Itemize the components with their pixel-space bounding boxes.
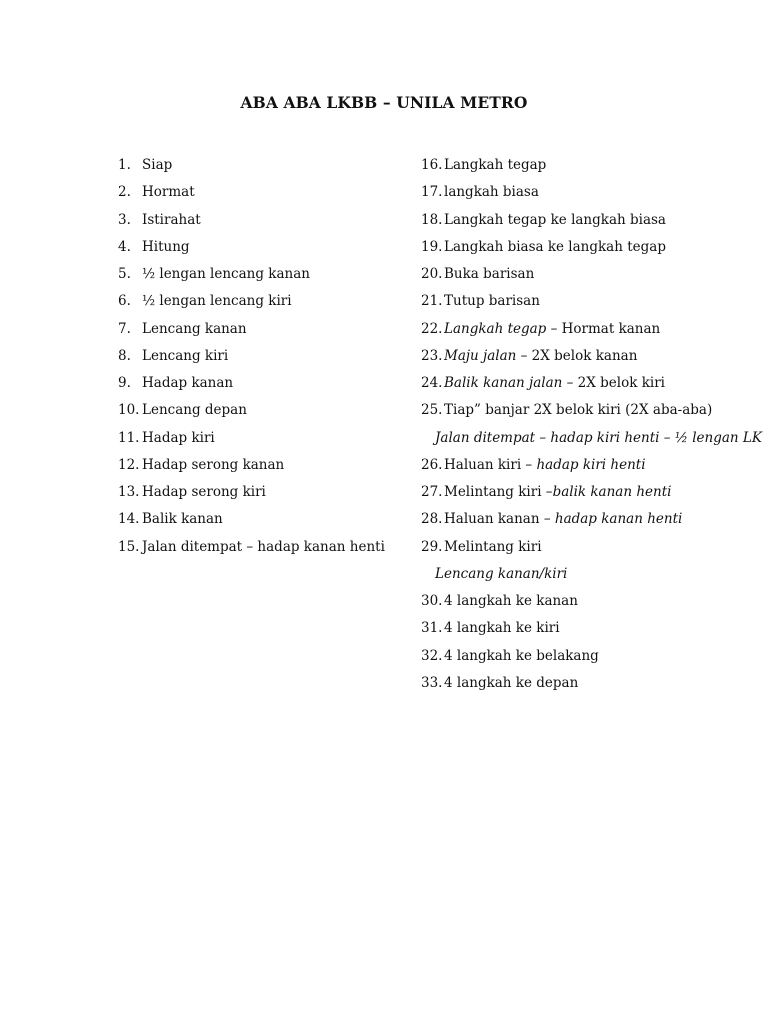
- item-number: 10.: [118, 402, 140, 419]
- item-text: Langkah tegap: [444, 157, 547, 173]
- list-item: [421, 454, 761, 481]
- item-text: – Hormat kanan: [546, 320, 661, 337]
- item-text: Buka barisan: [444, 266, 535, 282]
- item-text: 4 langkah ke depan: [444, 674, 579, 691]
- item-number: 9.: [118, 375, 131, 391]
- item-text: Lencang kiri: [142, 347, 229, 364]
- item-text: Siap: [142, 157, 173, 173]
- item-number: 17.: [421, 184, 443, 201]
- item-text: 4 langkah ke kanan: [444, 593, 578, 609]
- item-text: Balik kanan: [142, 511, 223, 528]
- list-item-subline: Lencang kanan/kiri: [435, 565, 568, 582]
- item-text-italic: hadap kiri henti: [536, 456, 646, 473]
- item-number: 5.: [118, 266, 131, 282]
- list-item: [421, 372, 761, 399]
- item-text: Jalan ditempat – hadap kanan henti: [142, 538, 385, 555]
- list-item: [421, 154, 761, 181]
- item-text: Lencang depan: [142, 402, 247, 419]
- item-number: 16.: [421, 157, 443, 173]
- list-item: [421, 236, 761, 263]
- item-text: – 2X belok kanan: [516, 347, 638, 364]
- item-number: 33.: [421, 674, 443, 691]
- list-item: [421, 672, 761, 699]
- list-item: [421, 399, 761, 426]
- item-number: 31.: [421, 620, 443, 637]
- item-text: ½ lengan lencang kanan: [142, 266, 310, 282]
- item-number: 22.: [421, 320, 443, 337]
- item-text-italic: Maju jalan: [444, 347, 517, 364]
- list-item: [118, 263, 408, 290]
- item-text: Haluan kanan –: [444, 511, 555, 528]
- item-text-italic: Langkah tegap: [444, 320, 547, 337]
- item-text: Hadap serong kiri: [142, 484, 266, 500]
- list-item: [118, 181, 408, 208]
- item-text: langkah biasa: [444, 184, 539, 201]
- document-title: ABA ABA LKBB – UNILA METRO: [240, 93, 528, 112]
- item-number: 19.: [421, 238, 443, 255]
- item-number: 24.: [421, 375, 443, 391]
- item-text: 4 langkah ke belakang: [444, 647, 599, 664]
- item-number: 1.: [118, 157, 131, 173]
- item-number: 27.: [421, 484, 443, 500]
- list-item: [421, 318, 761, 345]
- item-number: 30.: [421, 593, 443, 609]
- item-number: 6.: [118, 293, 131, 310]
- item-number: 11.: [118, 429, 140, 446]
- item-text: – 2X belok kiri: [562, 375, 665, 391]
- list-item: [118, 236, 408, 263]
- item-number: 8.: [118, 347, 131, 364]
- item-number: 25.: [421, 402, 443, 419]
- item-number: 20.: [421, 266, 443, 282]
- item-number: 13.: [118, 484, 140, 500]
- item-text: Hadap kiri: [142, 429, 215, 446]
- item-number: 7.: [118, 320, 131, 337]
- list-item: [118, 454, 408, 481]
- item-text: Langkah biasa ke langkah tegap: [444, 238, 666, 255]
- item-text: Tiap” banjar 2X belok kiri (2X aba-aba): [444, 402, 713, 419]
- list-item: [421, 181, 761, 208]
- list-item: [421, 536, 761, 563]
- item-text-italic: hadap kanan henti: [554, 511, 683, 528]
- list-item: [421, 345, 761, 372]
- list-item: [118, 399, 408, 426]
- item-number: 2.: [118, 184, 131, 201]
- list-item: [421, 645, 761, 672]
- item-text: Hitung: [142, 238, 190, 255]
- item-number: 32.: [421, 647, 443, 664]
- item-text: Hadap kanan: [142, 375, 234, 391]
- item-text: Lencang kanan: [142, 320, 247, 337]
- item-text: Hormat: [142, 184, 195, 201]
- list-item: [421, 617, 761, 644]
- item-number: 28.: [421, 511, 443, 528]
- list-item: [118, 481, 408, 508]
- list-item: [118, 318, 408, 345]
- item-text-italic: Balik kanan jalan: [444, 375, 563, 391]
- list-item: [421, 590, 761, 617]
- item-number: 3.: [118, 211, 131, 228]
- list-item: [118, 209, 408, 236]
- list-item: [421, 290, 761, 317]
- item-number: 29.: [421, 538, 443, 555]
- list-item: [421, 263, 761, 290]
- item-text: Melintang kiri –: [444, 484, 553, 500]
- list-item: [421, 209, 761, 236]
- item-text: ½ lengan lencang kiri: [142, 293, 292, 310]
- item-text: Tutup barisan: [444, 293, 540, 310]
- list-item: [118, 372, 408, 399]
- item-number: 14.: [118, 511, 140, 528]
- item-text: Melintang kiri: [444, 538, 542, 555]
- item-text: Hadap serong kanan: [142, 456, 285, 473]
- list-item: [421, 508, 761, 535]
- item-number: 18.: [421, 211, 443, 228]
- item-text: Istirahat: [142, 211, 201, 228]
- item-text: 4 langkah ke kiri: [444, 620, 560, 637]
- item-text: Langkah tegap ke langkah biasa: [444, 211, 666, 228]
- item-text-italic: balik kanan henti: [552, 484, 672, 500]
- item-number: 26.: [421, 456, 443, 473]
- list-item-subline: Jalan ditempat – hadap kiri henti – ½ lengan LK: [435, 429, 762, 446]
- list-item: [421, 481, 761, 508]
- list-item: [118, 427, 408, 454]
- item-number: 12.: [118, 456, 140, 473]
- item-number: 15.: [118, 538, 140, 555]
- list-item: [118, 290, 408, 317]
- command-list-left: [118, 154, 408, 563]
- item-number: 21.: [421, 293, 443, 310]
- list-item: [118, 345, 408, 372]
- list-item: [118, 154, 408, 181]
- command-list-right: [421, 154, 761, 699]
- list-item: [118, 508, 408, 535]
- item-text: Haluan kiri –: [444, 456, 537, 473]
- list-item: [118, 536, 408, 563]
- item-number: 4.: [118, 238, 131, 255]
- item-number: 23.: [421, 347, 443, 364]
